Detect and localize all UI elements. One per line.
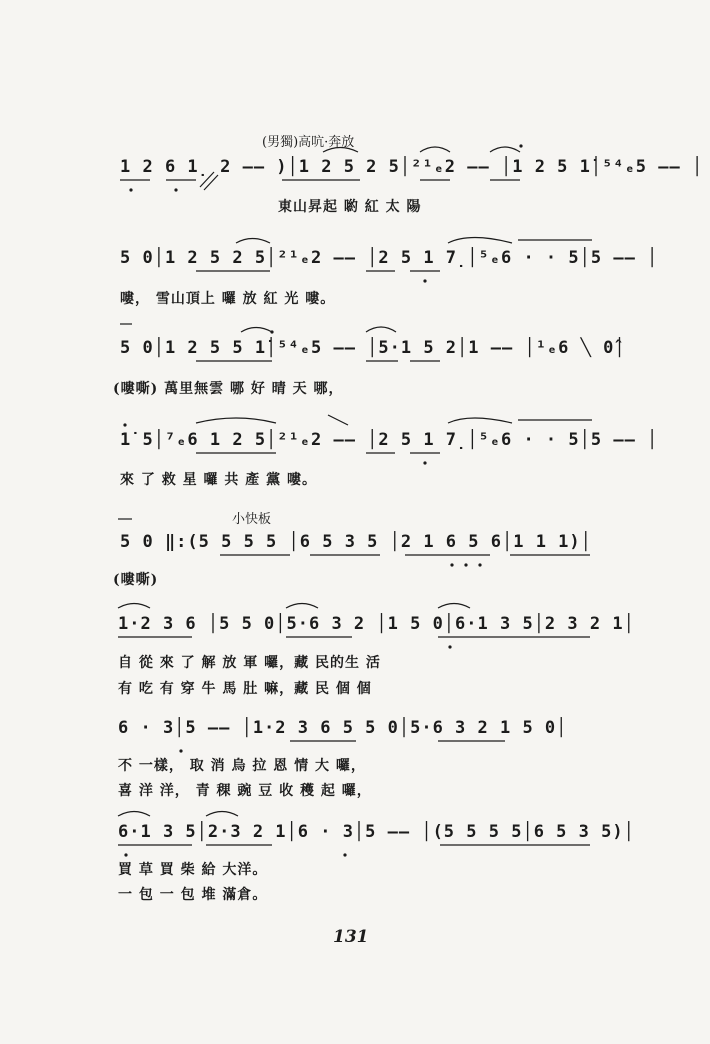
octave-dot [423, 279, 426, 282]
lyrics-row-6-verse-1: 自 從 來 了 解 放 軍 囉，藏 民的生 活 [118, 655, 381, 671]
slur [206, 812, 238, 817]
glissando-mark [200, 172, 214, 187]
octave-dot [179, 749, 182, 752]
octave-dot [124, 853, 127, 856]
lyrics-row-8-verse-2: 一 包 一 包 堆 滿倉。 [118, 887, 268, 903]
octave-dot [478, 563, 481, 566]
octave-dot [448, 645, 451, 648]
glissando-mark [328, 415, 348, 425]
notation-row-6: 1·2 3 6 │5 5 0│5·6 3 2 │1 5 0│6·1 3 5│2 3 2 1│ [118, 614, 635, 634]
notation-row-7: 6 · 3│5 —— │1·2 3 6 5 5 0│5·6 3 2 1 5 0│ [118, 718, 568, 738]
slur [448, 238, 512, 244]
page-number: 131 [333, 927, 369, 947]
notation-row-2: 5 0│1 2 5 2 5│²¹ₑ2 —— │2 5 1 7̣│⁵ₑ6 · · 5│5 —— │ [120, 248, 659, 268]
octave-dot [423, 461, 426, 464]
slur [420, 147, 450, 152]
notation-row-5: 5 0 ‖:(5 5 5 5 │6 5 3 5 │2 1 6 5 6│1 1 1)│ [120, 532, 592, 552]
octave-dot [343, 853, 346, 856]
slur [438, 604, 470, 609]
glissando-mark [204, 175, 218, 190]
slur [448, 418, 512, 423]
notation-row-4: 1̇ 5│⁷ₑ6 1 2 5│²¹ₑ2 —— │2 5 1 7̣│⁵ₑ6 · · 5│5 —— │ [120, 430, 659, 450]
slur [241, 328, 272, 333]
slur [286, 604, 318, 609]
octave-dot [464, 563, 467, 566]
lyrics-row-8-verse-1: 買 草 買 柴 給 大洋。 [118, 862, 268, 878]
lyrics-row-7-verse-1: 不 一樣， 取 消 烏 拉 恩 情 大 囉， [118, 758, 366, 774]
lyrics-row-1: 東山昇起 喲 紅 太 陽 [278, 199, 422, 215]
octave-dot [450, 563, 453, 566]
octave-dot [270, 330, 273, 333]
lyrics-row-7-verse-2: 喜 洋 洋， 青 稞 豌 豆 收 穫 起 囉， [118, 783, 372, 799]
slur [366, 327, 396, 332]
slur [118, 812, 150, 817]
lyrics-row-2: 嘍， 雪山頂上 囉 放 紅 光 嘍。 [120, 291, 336, 307]
performance-note: (男獨)高吭·奔放 [262, 135, 355, 150]
lyrics-row-3: (嘍嘶) 萬里無雲 哪 好 晴 天 哪， [113, 381, 344, 397]
notation-row-1: 1 2 6 1̣ 2 —— )│1 2 5 2 5│²¹ₑ2 —— │1 2 5 1̇│⁵⁴ₑ5 —— │ [120, 157, 704, 177]
octave-dot [174, 188, 177, 191]
slur [196, 418, 276, 423]
slur [323, 148, 358, 153]
lyrics-row-5: (嘍嘶) [113, 572, 159, 588]
slur [236, 239, 270, 244]
tempo-marking: 小快板 [232, 512, 272, 527]
notation-row-3: 5 0│1 2 5 5 1̇│⁵⁴ₑ5 —— │5·1 5 2│1 —— │¹ₑ6 ╲ 0̂│ [120, 338, 626, 358]
slur [490, 147, 520, 152]
octave-dot [129, 188, 132, 191]
octave-dot [519, 144, 522, 147]
octave-dot [123, 423, 126, 426]
lyrics-row-4: 來 了 救 星 囉 共 產 黨 嘍。 [120, 472, 317, 488]
lyrics-row-6-verse-2: 有 吃 有 穿 牛 馬 肚 嘛，藏 民 個 個 [118, 681, 372, 697]
notation-row-8: 6·1 3 5│2·3 2 1│6 · 3│5 —— │(5 5 5 5│6 5 3 5)│ [118, 822, 635, 842]
slur [118, 604, 150, 609]
